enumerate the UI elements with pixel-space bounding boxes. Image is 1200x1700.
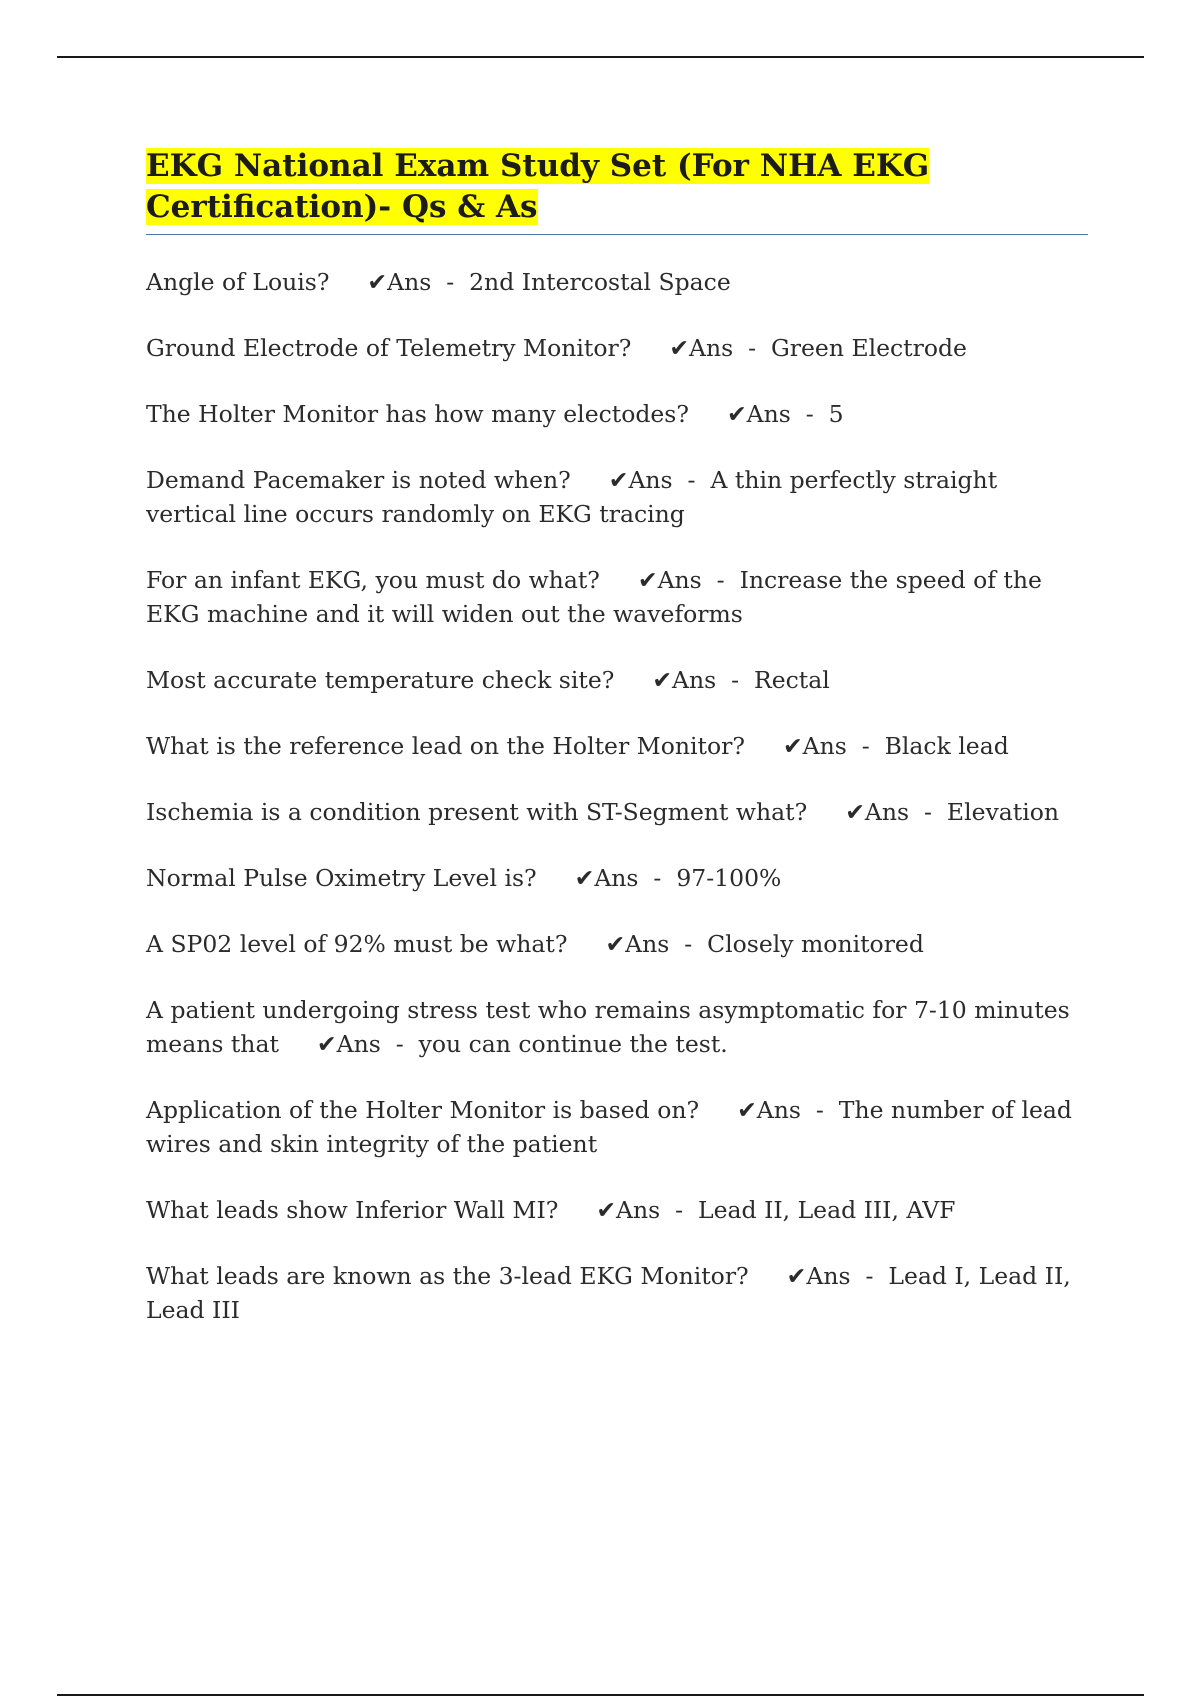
- answer-text: 2nd Intercostal Space: [469, 268, 731, 296]
- qa-item: [146, 927, 1088, 961]
- answer-text: Rectal: [754, 666, 830, 694]
- answer-prefix: ✔Ans -: [605, 930, 708, 958]
- question-text: For an infant EKG, you must do what?: [146, 566, 600, 594]
- qa-item: [146, 563, 1088, 631]
- question-text: Demand Pacemaker is noted when?: [146, 466, 571, 494]
- qa-item: [146, 993, 1088, 1061]
- answer-text: Elevation: [946, 798, 1060, 826]
- answer-prefix: ✔Ans -: [574, 864, 677, 892]
- question-text: What leads are known as the 3-lead EKG Monitor?: [146, 1262, 749, 1290]
- qa-item: [146, 463, 1088, 531]
- answer-prefix: ✔Ans -: [737, 1096, 839, 1124]
- question-text: Ischemia is a condition present with ST-Segment what?: [146, 798, 808, 826]
- answer-prefix: ✔Ans -: [845, 798, 947, 826]
- answer-text: Lead I, Lead II, Lead III: [146, 1262, 1071, 1324]
- answer-text: you can continue the test.: [418, 1030, 728, 1058]
- question-text: What is the reference lead on the Holter Monitor?: [146, 732, 745, 760]
- answer-prefix: ✔Ans -: [637, 566, 740, 594]
- answer-text: A thin perfectly straight vertical line occurs randomly on EKG tracing: [146, 466, 998, 528]
- question-text: Angle of Louis?: [146, 268, 330, 296]
- answer-text: 97-100%: [676, 864, 782, 892]
- title-block: [146, 146, 1088, 235]
- question-text: Normal Pulse Oximetry Level is?: [146, 864, 537, 892]
- answer-text: Increase the speed of the EKG machine and it will widen out the waveforms: [146, 566, 1042, 628]
- qa-item: [146, 663, 1088, 697]
- answer-prefix: ✔Ans -: [786, 1262, 889, 1290]
- qa-item: [146, 265, 1088, 299]
- document-body: [146, 146, 1088, 1359]
- qa-item: [146, 1193, 1088, 1227]
- answer-text: Black lead: [884, 732, 1009, 760]
- answer-prefix: ✔Ans -: [367, 268, 470, 296]
- answer-prefix: ✔Ans -: [726, 400, 829, 428]
- answer-prefix: ✔Ans -: [782, 732, 885, 760]
- answer-text: Green Electrode: [771, 334, 967, 362]
- question-text: A SP02 level of 92% must be what?: [146, 930, 568, 958]
- answer-prefix: ✔Ans -: [316, 1030, 419, 1058]
- document-title-highlight: EKG National Exam Study Set (For NHA EKG Certification)- Qs & As: [146, 148, 930, 225]
- answer-text: Closely monitored: [707, 930, 924, 958]
- question-text: Ground Electrode of Telemetry Monitor?: [146, 334, 632, 362]
- question-text: The Holter Monitor has how many electodes?: [146, 400, 689, 428]
- question-text: A patient undergoing stress test who remains asymptomatic for 7-10 minutes means that: [146, 996, 1070, 1058]
- qa-list: [146, 265, 1088, 1327]
- qa-item: [146, 1093, 1088, 1161]
- question-text: Most accurate temperature check site?: [146, 666, 615, 694]
- document-title: [146, 146, 1088, 228]
- qa-item: [146, 397, 1088, 431]
- page-top-rule: [57, 56, 1144, 58]
- answer-prefix: ✔Ans -: [608, 466, 711, 494]
- answer-prefix: ✔Ans -: [669, 334, 772, 362]
- answer-prefix: ✔Ans -: [596, 1196, 699, 1224]
- answer-text: Lead II, Lead III, AVF: [698, 1196, 956, 1224]
- answer-text: The number of lead wires and skin integrity of the patient: [146, 1096, 1072, 1158]
- qa-item: [146, 861, 1088, 895]
- qa-item: [146, 795, 1088, 829]
- page-bottom-rule: [57, 1694, 1144, 1696]
- answer-text: 5: [828, 400, 844, 428]
- qa-item: [146, 331, 1088, 365]
- qa-item: [146, 729, 1088, 763]
- question-text: Application of the Holter Monitor is based on?: [146, 1096, 700, 1124]
- question-text: What leads show Inferior Wall MI?: [146, 1196, 559, 1224]
- answer-prefix: ✔Ans -: [652, 666, 755, 694]
- qa-item: [146, 1259, 1088, 1327]
